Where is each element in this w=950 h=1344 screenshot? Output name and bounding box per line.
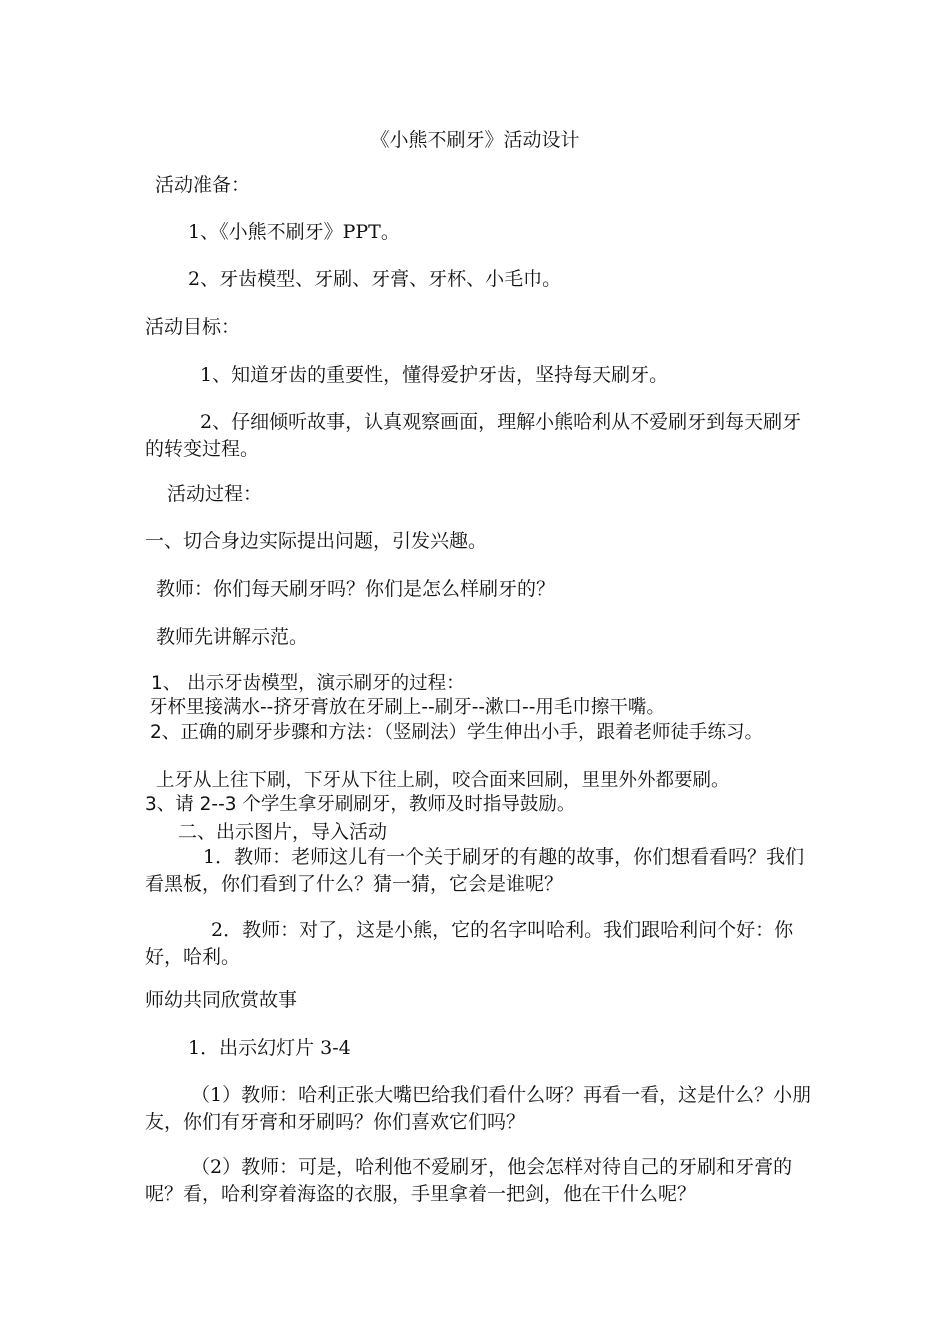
step-1: 1、 出示牙齿模型，演示刷牙的过程： xyxy=(151,673,465,694)
part-2-item-1: 1．教师：老师这儿有一个关于刷牙的有趣的故事，你们想看看吗？我们看黑板，你们看到了什么？猜一猜，它会是谁呢？ xyxy=(145,846,805,895)
process-heading: 活动过程： xyxy=(167,483,263,505)
step-1-detail: 牙杯里接满水--挤牙膏放在牙刷上--刷牙--漱口--用毛巾擦干嘴。 xyxy=(149,697,665,718)
step-3: 3、请 2--3 个学生拿牙刷刷牙，教师及时指导鼓励。 xyxy=(145,794,576,815)
teacher-demo: 教师先讲解示范。 xyxy=(156,626,309,648)
story-heading: 师幼共同欣赏故事 xyxy=(145,989,298,1011)
prep-item-2: 2、牙齿模型、牙刷、牙膏、牙杯、小毛巾。 xyxy=(188,268,562,290)
goal-item-1: 1、知道牙齿的重要性，懂得爱护牙齿，坚持每天刷牙。 xyxy=(200,364,669,386)
part-1-heading: 一、切合身边实际提出问题，引发兴趣。 xyxy=(145,530,488,552)
prep-heading: 活动准备： xyxy=(155,174,251,196)
goal-heading: 活动目标： xyxy=(145,316,241,338)
question-2: （2）教师：可是，哈利他不爱刷牙，他会怎样对待自己的牙刷和牙膏的呢？看，哈利穿着海盗的衣服，手里拿着一把剑，他在干什么呢？ xyxy=(145,1156,793,1205)
step-2: 2、正确的刷牙步骤和方法：（竖刷法）学生伸出小手，跟着老师徒手练习。 xyxy=(150,722,764,743)
teacher-question: 教师：你们每天刷牙吗？你们是怎么样刷牙的？ xyxy=(156,578,556,600)
question-1: （1）教师：哈利正张大嘴巴给我们看什么呀？再看一看，这是什么？小朋友，你们有牙膏和牙刷吗？你们喜欢它们吗？ xyxy=(145,1084,812,1133)
document-title: 《小熊不刷牙》活动设计 xyxy=(370,129,580,151)
goal-item-2: 2、仔细倾听故事，认真观察画面，理解小熊哈利从不爱刷牙到每天刷牙的转变过程。 xyxy=(145,411,802,460)
part-2-heading: 二、出示图片，导入活动 xyxy=(178,821,388,843)
slide-item: 1．出示幻灯片 3-4 xyxy=(188,1037,351,1059)
step-2-detail: 上牙从上往下刷，下牙从下往上刷，咬合面来回刷，里里外外都要刷。 xyxy=(156,770,730,791)
part-2-item-2: 2．教师：对了，这是小熊，它的名字叫哈利。我们跟哈利问个好：你好，哈利。 xyxy=(145,919,794,968)
prep-item-1: 1、《小熊不刷牙》PPT。 xyxy=(188,221,400,243)
